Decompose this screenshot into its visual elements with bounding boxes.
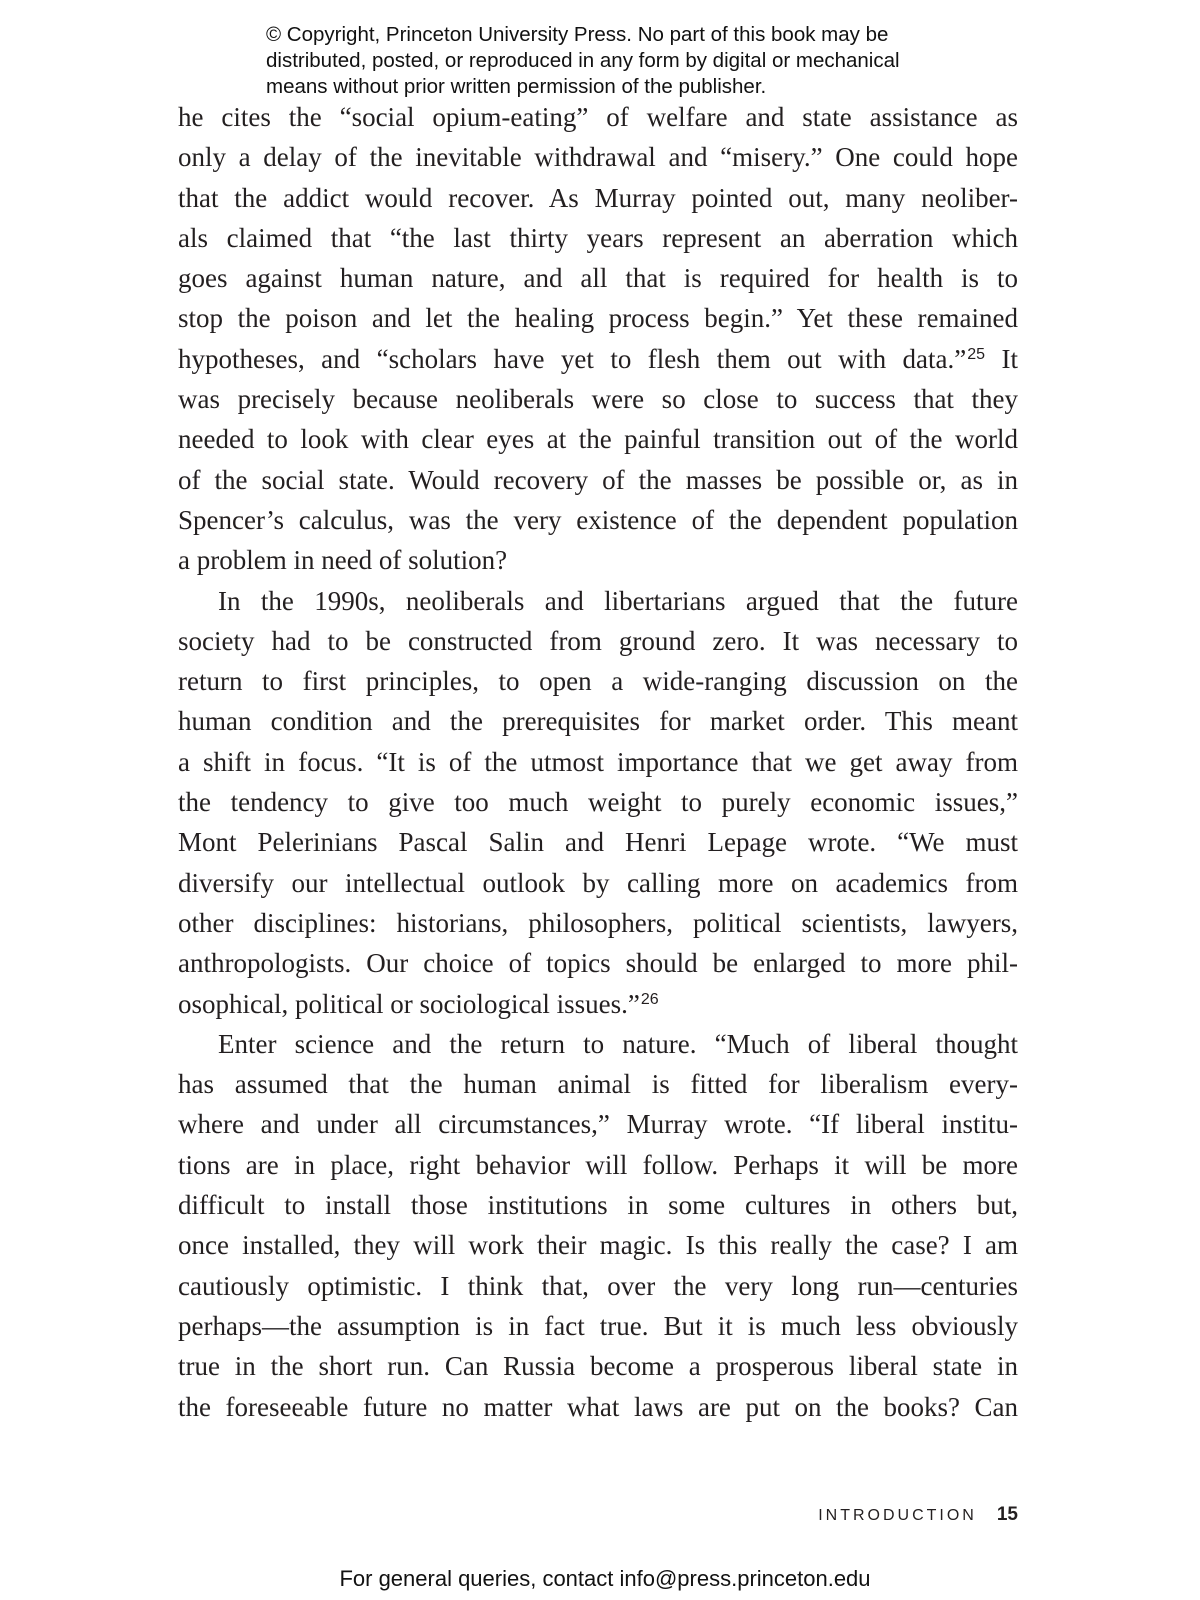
text-line: In the 1990s, neoliberals and libertarians argued that the future xyxy=(218,585,1018,616)
text-line: of the social state. Would recovery of the masses be possible or, as in xyxy=(178,464,1018,495)
copyright-line: means without prior written permission of the publisher. xyxy=(266,75,767,98)
text-line: als claimed that “the last thirty years represent an aberration which xyxy=(178,222,1018,253)
section-title: INTRODUCTION xyxy=(818,1507,977,1524)
text-line: goes against human nature, and all that is required for health is to xyxy=(178,263,1018,294)
text-line: the foreseeable future no matter what laws are put on the books? Can xyxy=(178,1391,1018,1422)
text-line: Mont Pelerinians Pascal Salin and Henri Lepage wrote. “We must xyxy=(178,827,1018,858)
text-line: was precisely because neoliberals were so close to success that they xyxy=(178,384,1018,415)
text-line: once installed, they will work their magic. Is this really the case? I am xyxy=(178,1230,1018,1261)
text-line: tions are in place, right behavior will follow. Perhaps it will be more xyxy=(178,1149,1018,1180)
footnote-ref-26: 26 xyxy=(640,990,659,1008)
running-footer xyxy=(818,1504,1018,1526)
text-line: cautiously optimistic. I think that, over the very long run—centuries xyxy=(178,1270,1018,1301)
text-line: Enter science and the return to nature. “Much of liberal thought xyxy=(218,1028,1018,1059)
copyright-notice xyxy=(266,22,986,100)
text-line: needed to look with clear eyes at the painful transition out of the world xyxy=(178,424,1018,455)
text-line: a problem in need of solution? xyxy=(178,545,508,576)
text-line: anthropologists. Our choice of topics should be enlarged to more phil- xyxy=(178,948,1018,979)
copyright-line: © Copyright, Princeton University Press. No part of this book may be xyxy=(266,23,889,46)
text-line: has assumed that the human animal is fitted for liberalism every- xyxy=(178,1069,1018,1100)
copyright-line: distributed, posted, or reproduced in any form by digital or mechanical xyxy=(266,49,900,72)
text-line: the tendency to give too much weight to purely economic issues,” xyxy=(178,787,1018,818)
text-line: stop the poison and let the healing process begin.” Yet these remained xyxy=(178,303,1018,334)
text-line: where and under all circumstances,” Murray wrote. “If liberal institu- xyxy=(178,1109,1018,1140)
text-line: that the addict would recover. As Murray pointed out, many neoliber- xyxy=(178,182,1018,213)
text-line: true in the short run. Can Russia become a prosperous liberal state in xyxy=(178,1351,1018,1382)
footnote-ref-25: 25 xyxy=(967,345,986,363)
text-line: other disciplines: historians, philosophers, political scientists, lawyers, xyxy=(178,907,1018,938)
text-line: only a delay of the inevitable withdrawal and “misery.” One could hope xyxy=(178,142,1018,173)
body-text xyxy=(178,97,1018,1427)
text-segment: osophical, political or sociological issues.” xyxy=(178,988,640,1019)
text-line-with-note xyxy=(178,339,1018,379)
text-line: society had to be constructed from ground zero. It was necessary to xyxy=(178,625,1018,656)
text-line: diversify our intellectual outlook by calling more on academics from xyxy=(178,867,1018,898)
text-line: return to first principles, to open a wide-ranging discussion on the xyxy=(178,666,1018,697)
text-line: a shift in focus. “It is of the utmost importance that we get away from xyxy=(178,746,1018,777)
text-segment: It xyxy=(985,343,1018,374)
page-number: 15 xyxy=(996,1504,1018,1525)
text-line: perhaps—the assumption is in fact true. But it is much less obviously xyxy=(178,1310,1018,1341)
text-line: difficult to install those institutions in some cultures in others but, xyxy=(178,1190,1018,1221)
text-segment: hypotheses, and “scholars have yet to flesh them out with data.” xyxy=(178,343,967,374)
text-line-with-note xyxy=(178,984,1018,1024)
text-line: human condition and the prerequisites for market order. This meant xyxy=(178,706,1018,737)
text-line: Spencer’s calculus, was the very existence of the dependent population xyxy=(178,504,1018,535)
contact-notice: For general queries, contact info@press.princeton.edu xyxy=(339,1566,871,1591)
text-line: he cites the “social opium-eating” of welfare and state assistance as xyxy=(178,102,1018,132)
